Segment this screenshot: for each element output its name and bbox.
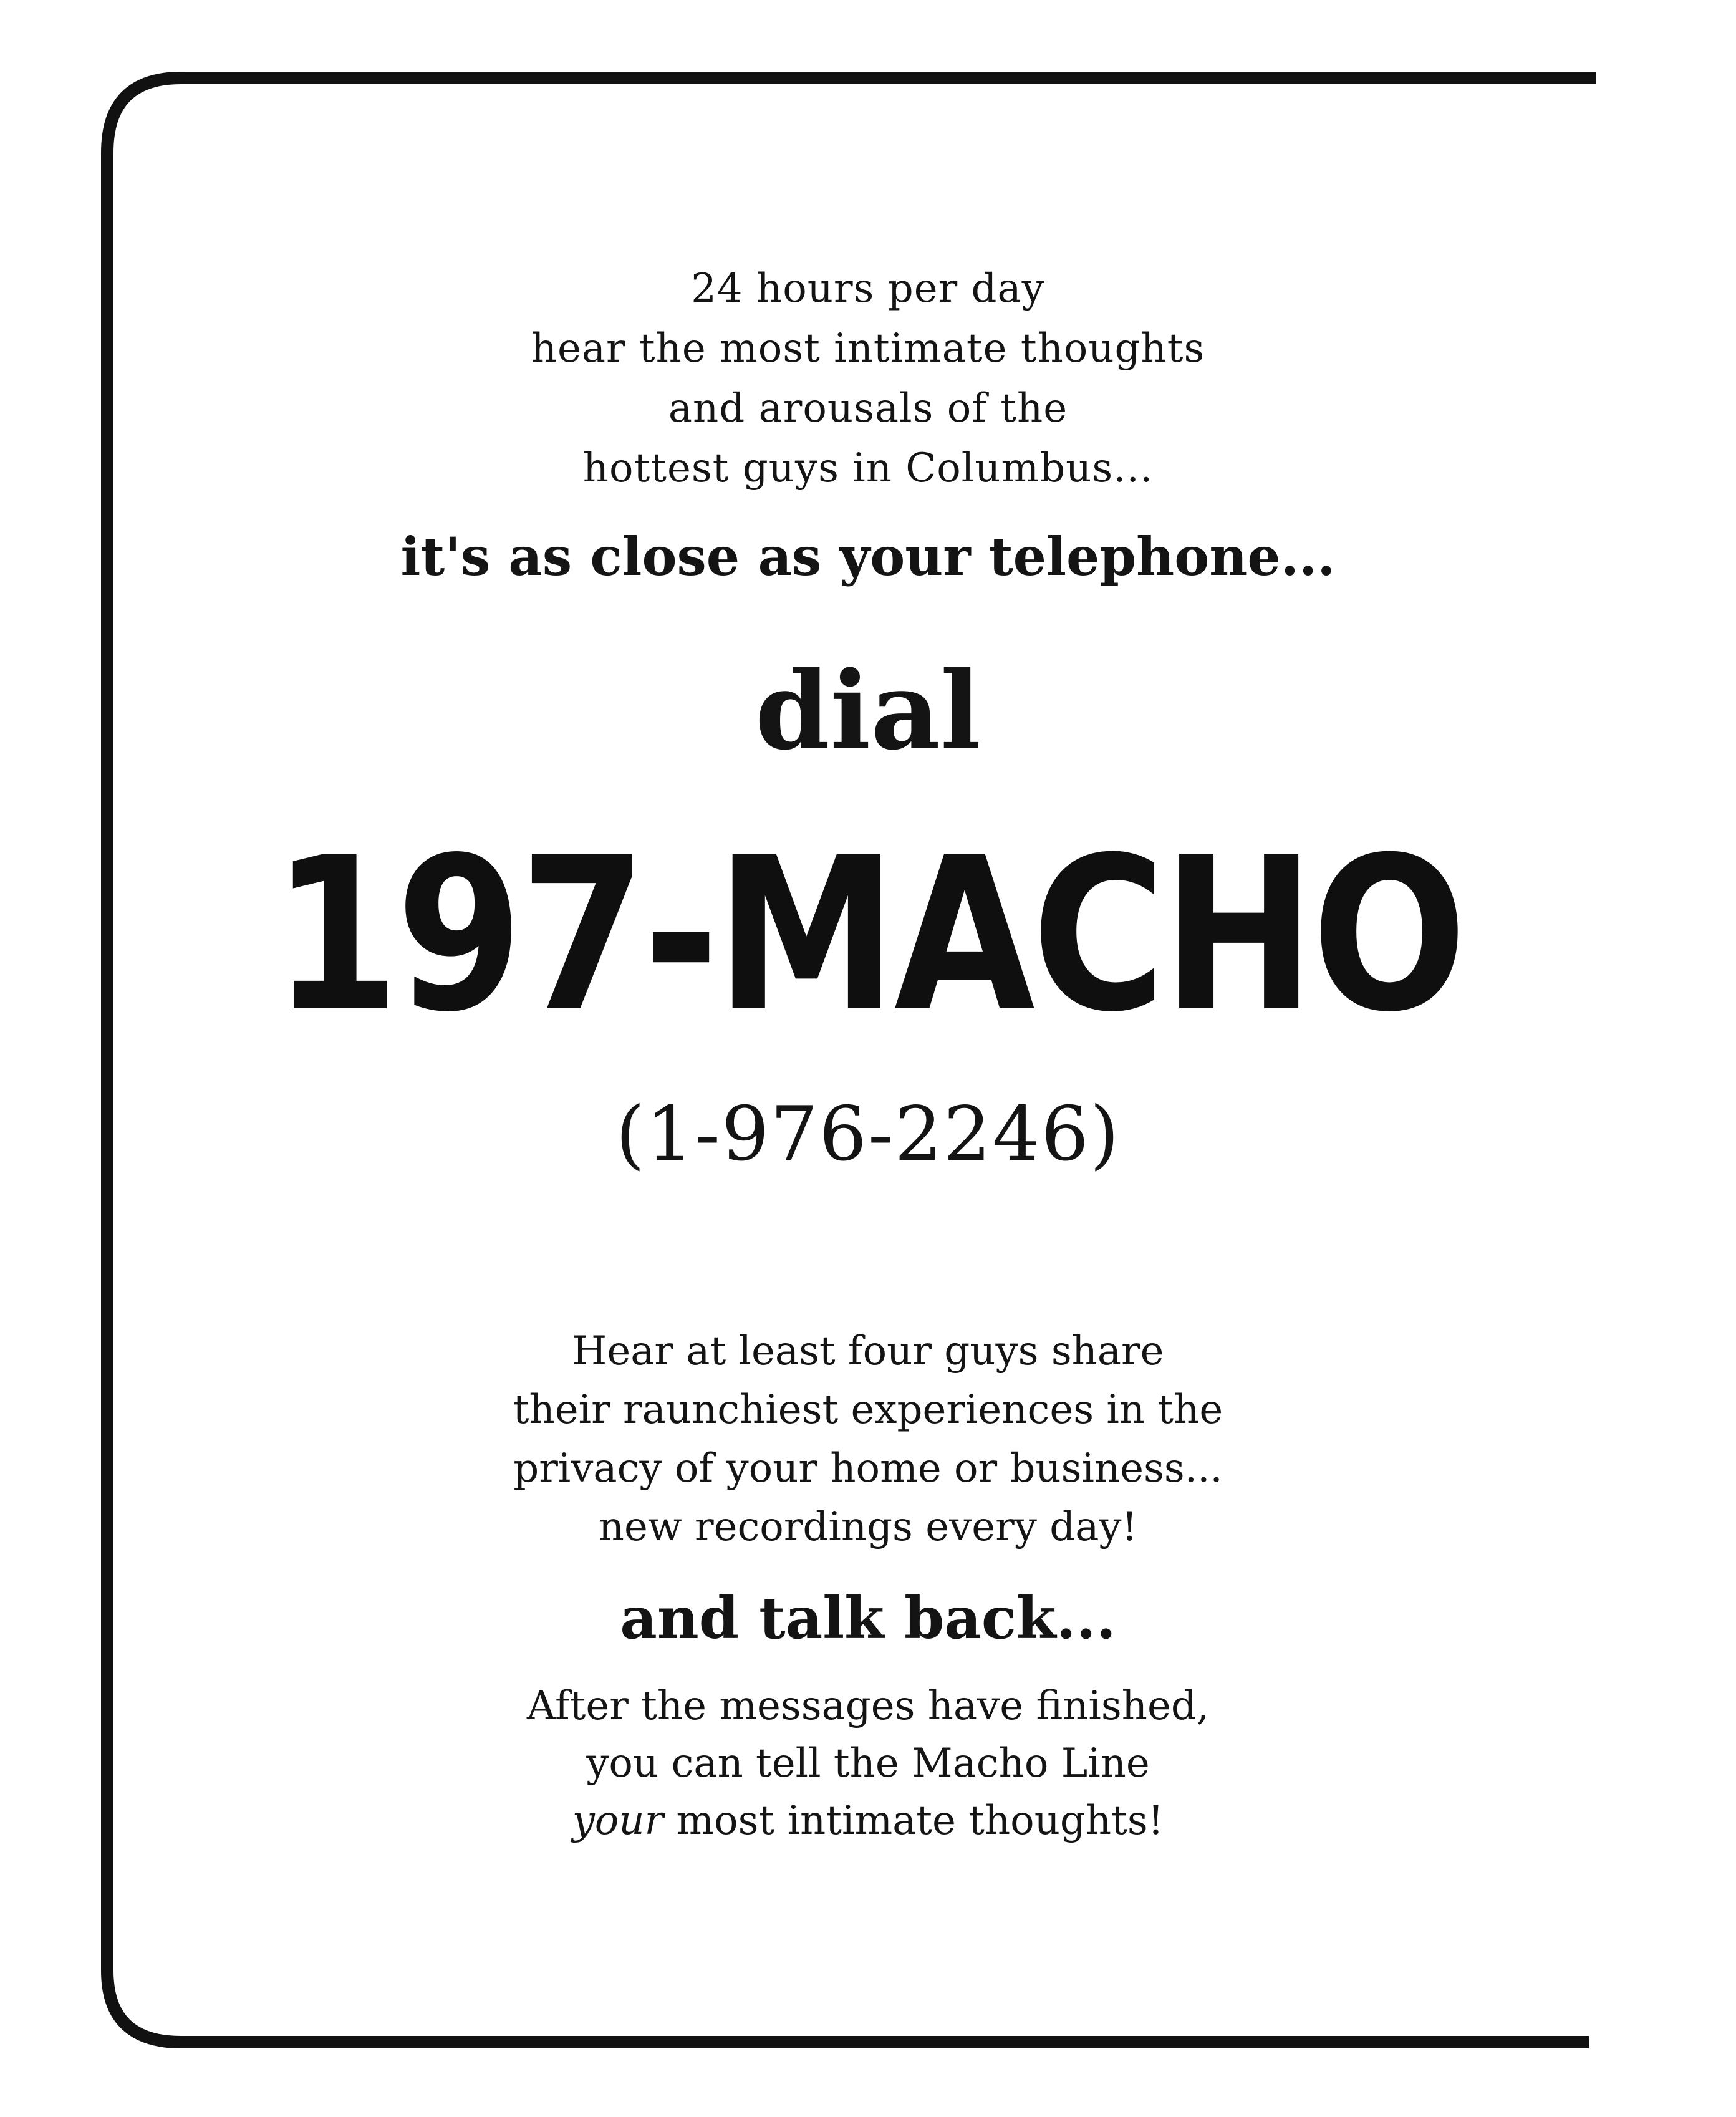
intro-line: hear the most intimate thoughts [531, 326, 1205, 372]
description-text [0, 1322, 1736, 1556]
intro-text [0, 259, 1736, 498]
description-line: Hear at least four guys share [572, 1328, 1164, 1374]
phone-number: (1-976-2246) [615, 1091, 1121, 1178]
intro-line: and arousals of the [668, 385, 1068, 432]
emphasis-your: your [572, 1798, 664, 1844]
talk-back-line: you can tell the Macho Line [586, 1740, 1150, 1787]
talk-back-line-rest: most intimate thoughts! [663, 1798, 1164, 1844]
talk-back-line [0, 1792, 1736, 1849]
description-line: privacy of your home or business... [513, 1445, 1223, 1492]
intro-line: hottest guys in Columbus... [582, 445, 1154, 491]
description-line: their raunchiest experiences in the [513, 1387, 1223, 1433]
talk-back-line: After the messages have finished, [526, 1683, 1210, 1729]
talk-back-text [0, 1677, 1736, 1849]
talk-back-heading: and talk back... [620, 1584, 1116, 1652]
headline-phone-word: 197-MACHO [272, 812, 1464, 1059]
intro-line: 24 hours per day [691, 266, 1045, 312]
tagline: it's as close as your telephone... [400, 526, 1336, 587]
dial-word: dial [755, 647, 981, 774]
description-line: new recordings every day! [598, 1504, 1138, 1550]
